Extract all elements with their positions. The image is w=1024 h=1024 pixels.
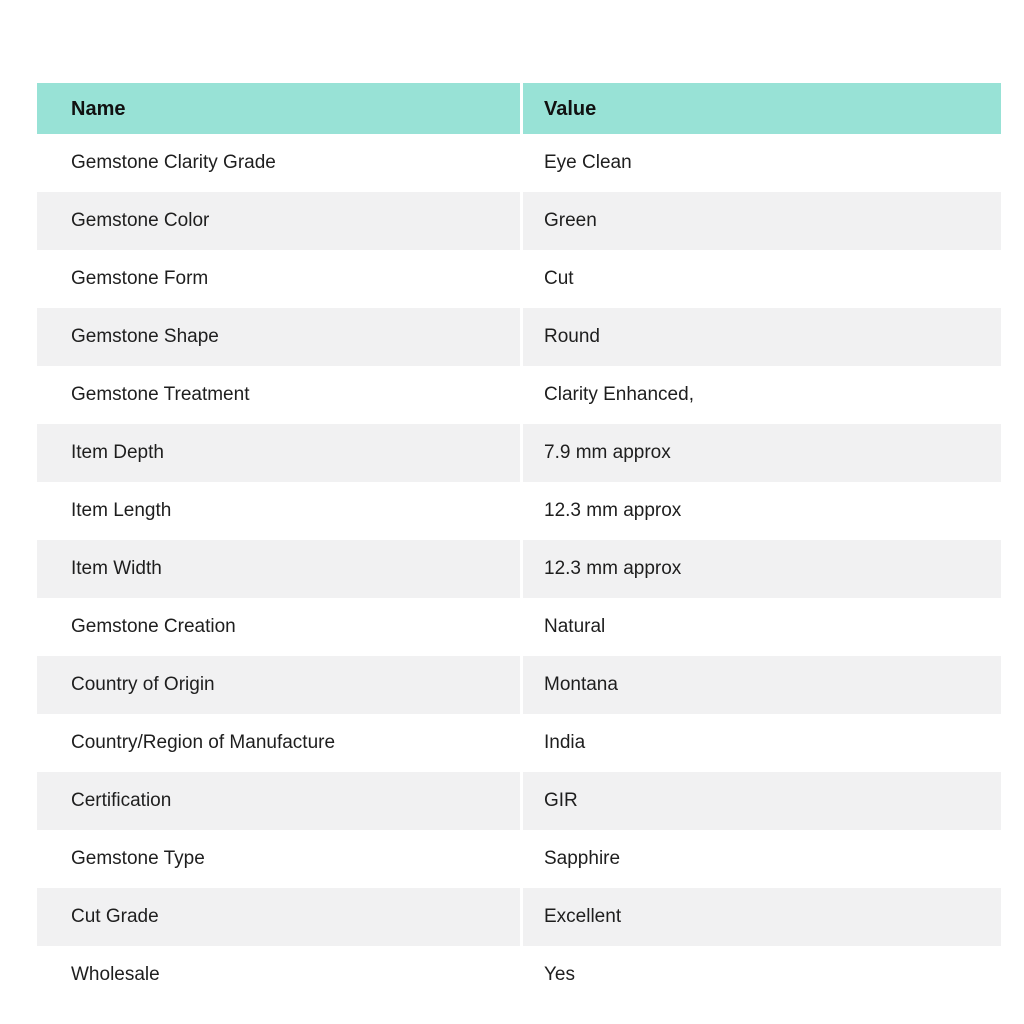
table-row — [37, 830, 1001, 888]
spec-name-cell: Gemstone Form — [37, 250, 523, 308]
table-row — [37, 482, 1001, 540]
spec-name-cell: Item Length — [37, 482, 523, 540]
spec-name-cell: Wholesale — [37, 946, 523, 1004]
spec-name-cell: Gemstone Clarity Grade — [37, 134, 523, 192]
header-cell-name: Name — [37, 83, 523, 134]
spec-table-body — [37, 134, 1001, 1004]
table-row — [37, 250, 1001, 308]
table-row — [37, 714, 1001, 772]
header-row — [37, 83, 1001, 134]
spec-value-cell: Excellent — [523, 888, 1001, 946]
spec-value-cell: 12.3 mm approx — [523, 482, 1001, 540]
spec-table-header — [37, 83, 1001, 134]
spec-value-cell: 12.3 mm approx — [523, 540, 1001, 598]
spec-name-cell: Gemstone Color — [37, 192, 523, 250]
spec-value-cell: Green — [523, 192, 1001, 250]
table-row — [37, 888, 1001, 946]
table-row — [37, 772, 1001, 830]
table-row — [37, 946, 1001, 1004]
table-row — [37, 424, 1001, 482]
table-row — [37, 656, 1001, 714]
spec-name-cell: Country/Region of Manufacture — [37, 714, 523, 772]
spec-name-cell: Cut Grade — [37, 888, 523, 946]
spec-value-cell: Montana — [523, 656, 1001, 714]
table-row — [37, 192, 1001, 250]
header-cell-value: Value — [523, 83, 1001, 134]
item-specifics-table — [37, 83, 1001, 1004]
spec-name-cell: Gemstone Treatment — [37, 366, 523, 424]
spec-value-cell: India — [523, 714, 1001, 772]
table-row — [37, 308, 1001, 366]
spec-name-cell: Country of Origin — [37, 656, 523, 714]
table-row — [37, 366, 1001, 424]
spec-value-cell: Yes — [523, 946, 1001, 1004]
table-row — [37, 598, 1001, 656]
spec-value-cell: Sapphire — [523, 830, 1001, 888]
spec-name-cell: Gemstone Type — [37, 830, 523, 888]
table-row — [37, 540, 1001, 598]
table-row — [37, 134, 1001, 192]
spec-table — [37, 83, 1001, 1004]
spec-name-cell: Item Depth — [37, 424, 523, 482]
spec-value-cell: Round — [523, 308, 1001, 366]
spec-value-cell: Cut — [523, 250, 1001, 308]
spec-name-cell: Certification — [37, 772, 523, 830]
spec-value-cell: Eye Clean — [523, 134, 1001, 192]
spec-value-cell: Natural — [523, 598, 1001, 656]
spec-value-cell: 7.9 mm approx — [523, 424, 1001, 482]
spec-name-cell: Gemstone Shape — [37, 308, 523, 366]
spec-value-cell: GIR — [523, 772, 1001, 830]
spec-value-cell: Clarity Enhanced, — [523, 366, 1001, 424]
spec-name-cell: Gemstone Creation — [37, 598, 523, 656]
spec-name-cell: Item Width — [37, 540, 523, 598]
